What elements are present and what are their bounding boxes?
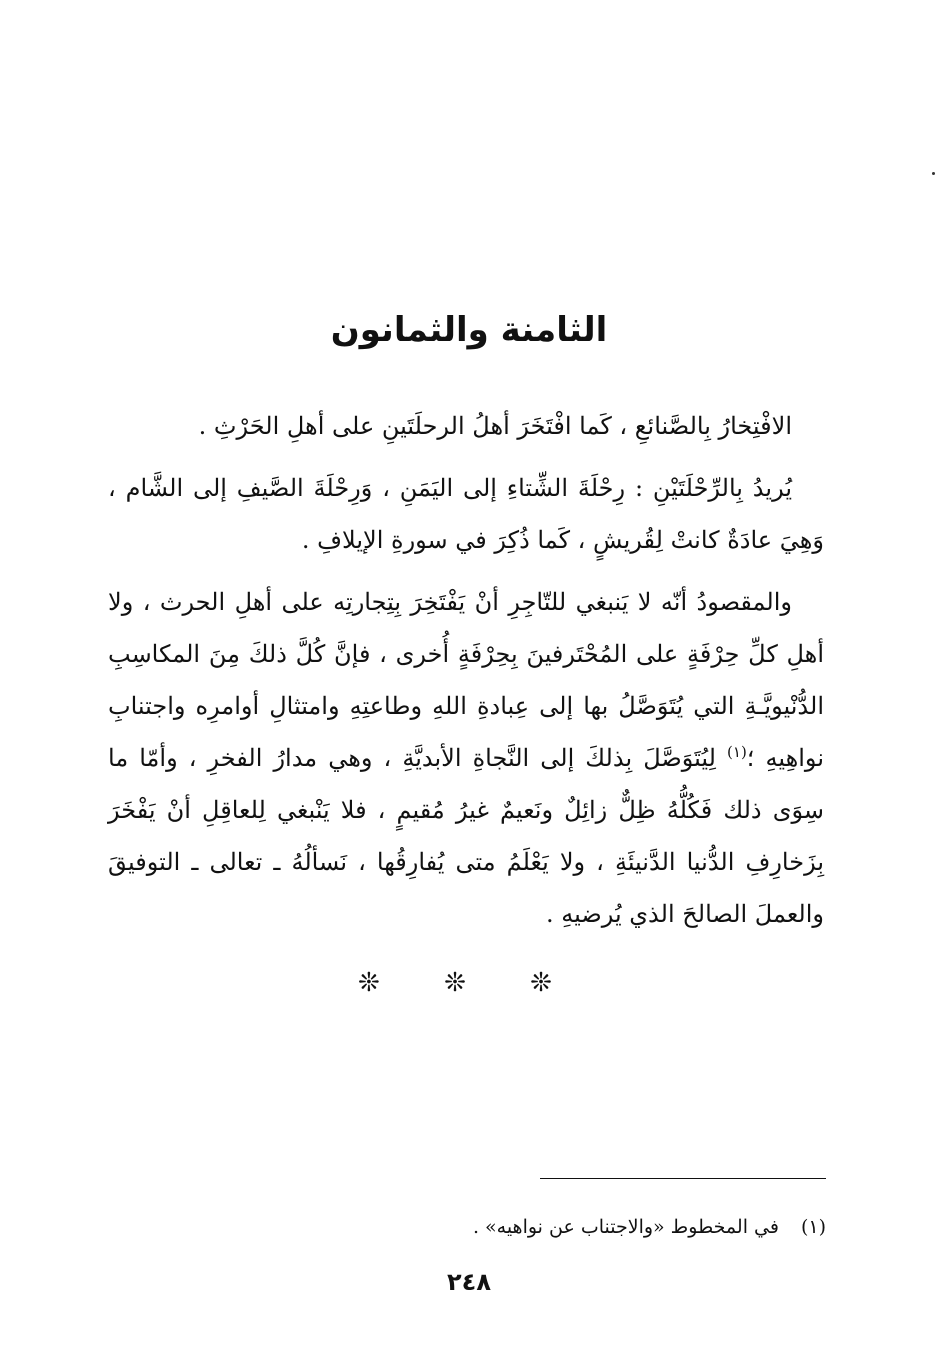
section-separator: ❊ ❊ ❊ xyxy=(358,968,580,998)
footnote-reference: (١) xyxy=(727,743,747,761)
paragraph-3-part-1: والمقصودُ أنّه لا يَنبغي للتّاجِرِ أنْ يَفْتَخِرَ بِتِجارتِه على أهلِ الحرث ، ولا أهلِ كلِّ حِرْفَةٍ على المُحْتَرفينَ بِحِرْفَةٍ أُخرى ، فإنَّ كُلَّ ذلكَ مِنَ المكاسِبِ الدُّنْيويَّـةِ التي يُتَوَصَّلُ بها إلى عِبادةِ اللهِ وطاعتِهِ وامتثالِ أوامرِه واجتنابِ نواهِيهِ ؛ xyxy=(108,588,825,772)
page-number: ٢٤٨ xyxy=(447,1268,491,1296)
paragraph-3 xyxy=(108,576,824,940)
body-text xyxy=(108,400,824,950)
paragraph-1: الافْتِخارُ بِالصَّنائعِ ، كَما افْتَخَرَ أهلُ الرحلَتَينِ على أهلِ الحَرْثِ . xyxy=(198,412,792,440)
footnote-text: في المخطوط «والاجتناب عن نواهيه» . xyxy=(472,1216,779,1238)
paragraph-3-part-2: لِيُتَوَصَّلَ بِذلكَ إلى النَّجاةِ الأبديَّةِ ، وهي مدارُ الفخرِ ، وأمّا ما سِوَى ذلك فَكُلُّهُ ظِلٌّ زائِلٌ ونَعيمٌ غيرُ مُقيمٍ ، فلا يَنْبغي لِلعاقِلِ أنْ يَفْخَرَ بِزَخارِفِ الدُّنيا الدَّنيئَةِ ، ولا يَعْلَمُ متى يُفارِقُها ، نَسألُهُ ـ تعالى ـ التوفيقَ والعملَ الصالحَ الذي يُرضيهِ . xyxy=(108,744,824,928)
paragraph-2: يُريدُ بِالرِّحْلَتَيْنِ : رِحْلَةَ الشِّتاءِ إلى اليَمَنِ ، وَرِحْلَةَ الصَّيفِ إلى الشَّام ، وَهِيَ عادَةٌ كانتْ لِقُريشٍ ، كَما ذُكِرَ في سورةِ الإيلافِ . xyxy=(108,474,824,554)
footnote xyxy=(300,1212,826,1242)
footnote-divider xyxy=(540,1178,826,1179)
page-speck xyxy=(932,172,935,175)
section-title: الثامنة والثمانون xyxy=(330,310,608,350)
footnote-number: (١) xyxy=(800,1216,826,1238)
